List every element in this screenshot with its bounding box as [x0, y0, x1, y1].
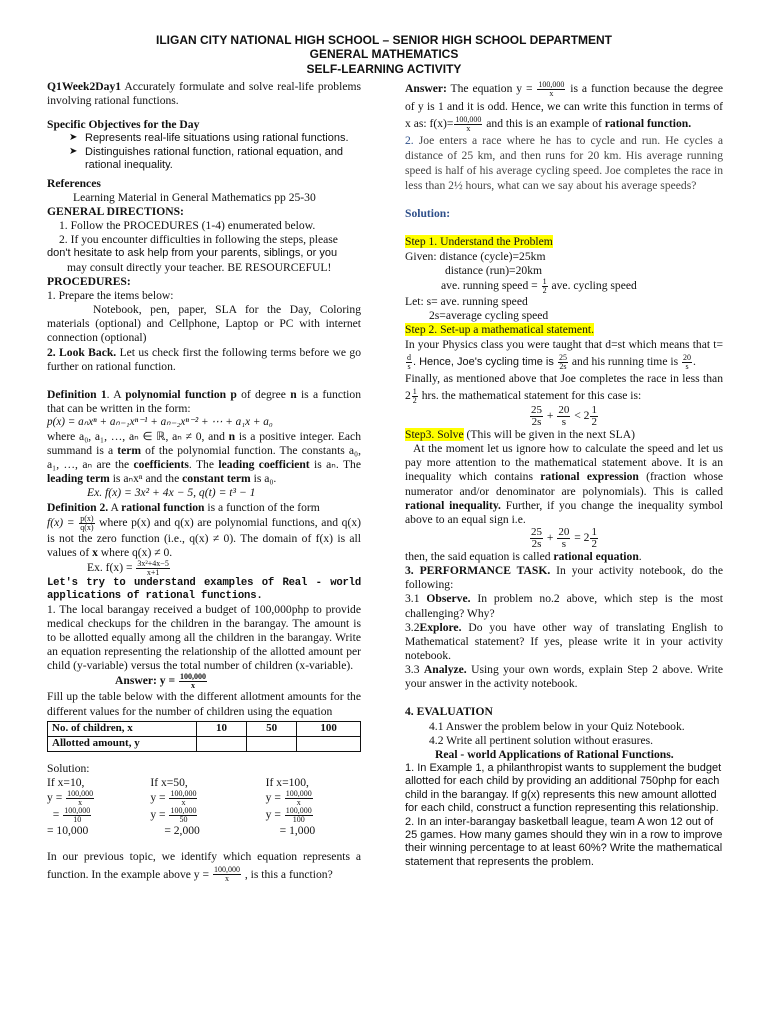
- fraction: $\frac{20}{s}$: [683, 353, 692, 372]
- finally-paragraph: Finally, as mentioned above that Joe completes the race in less than 2 $\frac{1}{2}$ hrs. the mathematical statement for this case is:: [405, 372, 723, 405]
- step-1: Step 1. Understand the Problem: [405, 235, 553, 249]
- references-title: References: [47, 176, 101, 190]
- objective-item: ➤ Represents real-life situations using rational functions.: [85, 132, 361, 145]
- table-cell: 50: [247, 721, 297, 736]
- fraction: $\frac{20}{s}$: [558, 404, 570, 428]
- table-cell: 100: [297, 721, 361, 736]
- fraction: $\frac{20}{s}$: [558, 525, 570, 550]
- try-title: Let's try to understand examples of Real - world applications of rational functions.: [47, 576, 361, 602]
- then-line: then, the said equation is called rational equation.: [405, 549, 642, 563]
- general-directions-title: GENERAL DIRECTIONS:: [47, 204, 184, 218]
- step-3: Step3. Solve (This will be given in the next SLA): [405, 428, 635, 441]
- solution-case: If x=100, y = $\frac{100,000}{x}$ y = $\frac{100,000}{100}$ = 1,000: [265, 775, 316, 838]
- fill-instructions: Fill up the table below with the different allotment amounts for the different values for the number of children using the equation: [47, 690, 361, 718]
- table-row: [48, 721, 361, 736]
- solution-columns: [47, 776, 361, 838]
- evaluation-subtitle: Real - world Applications of Rational Functions.: [435, 747, 674, 761]
- procedures-title: PROCEDURES:: [47, 274, 131, 288]
- fraction: $\frac{100,000}{x}$: [170, 789, 197, 808]
- activity-title: SELF-LEARNING ACTIVITY: [306, 61, 462, 76]
- step-2: Step 2. Set-up a mathematical statement.: [405, 323, 594, 337]
- table-cell: Allotted amount, y: [48, 736, 197, 751]
- let-2: 2s=average cycling speed: [429, 309, 549, 323]
- rational-equation: $\frac{25}{2s}$ + $\frac{20}{s}$ = 2 $\frac{1}{2}$: [531, 525, 597, 550]
- task-analyze: 3.3 Analyze. Using your own words, explain Step 2 above. Write your answer in the activity notebook.: [405, 663, 724, 691]
- table-cell: 10: [197, 721, 247, 736]
- given-1: Given: distance (cycle)=25km: [405, 249, 546, 263]
- allotment-table: [47, 721, 361, 752]
- solution-case: If x=10, y = $\frac{100,000}{x}$ = $\frac{100,000}{10}$ = 10,000: [47, 775, 94, 838]
- fraction: $\frac{25}{2s}$: [531, 404, 542, 428]
- task-explore: 3.2Explore. Do you have other way of translating English to Mathematical statement? If yes, please write it in your activity notebook.: [405, 620, 723, 662]
- objective-item: ➤ Distinguishes rational function, rational equation, and rational inequality.: [85, 146, 361, 173]
- general-direction-2b: don't hesitate to ask help from your parents, siblings, or you: [47, 247, 338, 260]
- given-3: ave. running speed = $\frac{1}{2}$ ave. cycling speed: [441, 276, 637, 295]
- table-cell: [297, 736, 361, 751]
- table-cell: [247, 736, 297, 751]
- objectives-list: [47, 132, 361, 172]
- fraction: $\frac{\text{3x²+4x−5}}{x+1}$: [137, 558, 169, 577]
- fraction: $\frac{1}{2}$: [542, 276, 547, 295]
- fraction: $\frac{1}{2}$: [591, 525, 597, 550]
- performance-task: 3. PERFORMANCE TASK. In your activity notebook, do the following:: [405, 564, 723, 592]
- general-direction-2c: may consult directly your teacher. BE RESOURCEFUL!: [67, 260, 332, 274]
- definition-1: Definition 1. A polynomial function p of degree n is a function that can be written in the form:: [47, 387, 361, 416]
- procedure-1-items: Notebook, pen, paper, SLA for the Day, Coloring materials (optional) and Cellphone, Laptop or PC with internet connection (optional): [47, 303, 361, 345]
- previous-topic: In our previous topic, we identify which equation represents a function. In the example above y = $\frac{100,000}{x}$ , is this a function?: [47, 850, 361, 884]
- solution-heading: Solution:: [405, 207, 451, 221]
- solution-label: Solution:: [47, 761, 90, 775]
- quiz-1: 1. In Example 1, a philanthropist wants to supplement the budget allotted for each child by providing an additional 750php for each child in the barangay. If g(x) represents this new amount allotted for each child, construct a function representing this relationship.: [405, 761, 722, 815]
- fraction: $\frac{100,000}{x}$: [67, 789, 94, 808]
- rational-inequality: $\frac{25}{2s}$ + $\frac{20}{s}$ < 2 $\frac{1}{2}$: [531, 404, 597, 428]
- week-code: Q1Week2Day1: [47, 80, 122, 93]
- references-text: Learning Material in General Mathematics pp 25-30: [73, 190, 316, 204]
- table-cell: No. of children, x: [48, 721, 197, 736]
- physics-paragraph: In your Physics class you were taught that d=st which means that t= $\frac{d}{s}$ . Hence, Joe's cycling time is $\frac{25}{2s}$ and his running time is $\frac{20}{s}$ .: [405, 338, 723, 372]
- general-direction-2: 2. If you encounter difficulties in following the steps, please: [59, 233, 338, 247]
- fraction: $\frac{100,000}{10}$: [64, 806, 91, 825]
- procedure-1: 1. Prepare the items below:: [47, 289, 174, 303]
- right-column: [405, 80, 723, 869]
- answer-paragraph: Answer: The equation y = $\frac{100,000}{x}$ is a function because the degree of y is 1 and it is odd. Hence, we can write this function in terms of x as: f(x)= $\frac{100,000}{x}$ and this is an example of rational function.: [405, 79, 723, 134]
- fraction: $\frac{p(x)}{q(x)}$: [80, 513, 94, 532]
- problem-2: 2. Joe enters a race where he has to cycle and run. He cycles a distance of 25 km, and then runs for 20 km. His average running speed is half of his average cycling speed. Joe completes the race in less than 2½ hours, what can we say about his average speeds?: [405, 134, 723, 193]
- given-2: distance (run)=20km: [445, 263, 543, 277]
- fraction: $\frac{100,000}{x}$: [179, 672, 206, 691]
- fraction: $\frac{100,000}{x}$: [285, 789, 312, 808]
- fraction: $\frac{100,000}{50}$: [170, 806, 197, 825]
- fraction: $\frac{1}{2}$: [591, 404, 597, 428]
- school-name: ILIGAN CITY NATIONAL HIGH SCHOOL – SENIOR HIGH SCHOOL DEPARTMENT: [155, 33, 613, 47]
- fraction: $\frac{100,000}{x}$: [455, 115, 482, 134]
- definition-1-details: where a₀, a₁, …, aₙ ∈ ℝ, aₙ ≠ 0, and n is a positive integer. Each summand is a term of the polynomial function. The constants a₀, a₁, …, aₙ are the coefficients. The leading coefficient is aₙ. The leading term is aₙxⁿ and the constant term is a₀.: [47, 429, 361, 486]
- fraction: $\frac{25}{2s}$: [531, 525, 542, 550]
- problem-1: 1. The local barangay received a budget of 100,000php to provide medical checkups for the children in the barangay. The amount is to be allotted equally among all the children in the barangay. Write an equation representing the relationship of the allotted amount per child (y-variable) versus the total number of children (x-variable).: [47, 602, 361, 673]
- quiz-2: 2. In an inter-barangay basketball league, team A won 12 out of 25 games. How many games should they win in a row to improve their winning percentage to at least 60%? Write the mathematical statement that represents the problem.: [405, 815, 723, 868]
- fraction: $\frac{100,000}{x}$: [213, 865, 240, 884]
- evaluation-title: 4. EVALUATION: [405, 705, 493, 719]
- week-intro: Q1Week2Day1 Accurately formulate and solve real-life problems involving rational functions.: [47, 80, 361, 108]
- definition-1-example: Ex. f(x) = 3x² + 4x − 5, q(t) = t³ − 1: [87, 486, 256, 500]
- subject-name: GENERAL MATHEMATICS: [309, 47, 459, 62]
- table-row: [48, 736, 361, 751]
- table-cell: [197, 736, 247, 751]
- procedure-2: 2. Look Back. Let us check first the following terms before we go further on rational function.: [47, 345, 361, 373]
- evaluation-1: 4.1 Answer the problem below in your Quiz Notebook.: [429, 719, 685, 733]
- let-1: Let: s= ave. running speed: [405, 294, 528, 308]
- polynomial-formula: p(x) = aₙxⁿ + aₙ₋₁xⁿ⁻¹ + aₙ₋₂xⁿ⁻² + ⋯ + a₁x + a₀: [47, 416, 273, 429]
- moment-paragraph: At the moment let us ignore how to calculate the speed and let us pay more attention to the mathematical statement above. It is an inequality which contains rational expression (fraction whose numerator and/or denominator are polynomials). This is called rational inequality. Further, if you change the inequality symbol above to an equal sign i.e.: [405, 442, 723, 526]
- definition-2-example: Ex. f(x) = $\frac{\text{3x²+4x−5}}{x+1}$: [87, 558, 169, 577]
- fraction: $\frac{1}{2}$: [412, 387, 417, 405]
- document-header: [0, 0, 768, 76]
- definition-2: Definition 2. A rational function is a function of the form f(x) = $\frac{p(x)}{q(x)}$ where p(x) and q(x) are polynomial functions, and q(x) is not the zero function (i.e., q(x) ≠ 0). The domain of f(x) is all values of x where q(x) ≠ 0.: [47, 500, 361, 559]
- solution-case: If x=50, y = $\frac{100,000}{x}$ y = $\frac{100,000}{50}$ = 2,000: [150, 775, 200, 838]
- fraction: $\frac{100,000}{x}$: [538, 79, 565, 98]
- task-observe: 3.1 Observe. In problem no.2 above, which step is the most challenging? Why?: [405, 592, 723, 620]
- fraction: $\frac{100,000}{100}$: [285, 806, 312, 825]
- fraction: $\frac{25}{2s}$: [558, 353, 567, 372]
- left-column: [47, 80, 361, 883]
- general-direction-1: 1. Follow the PROCEDURES (1-4) enumerated below.: [59, 219, 316, 233]
- evaluation-2: 4.2 Write all pertinent solution without erasures.: [429, 733, 654, 747]
- objectives-title: Specific Objectives for the Day: [47, 118, 200, 132]
- problem-1-answer: Answer: y = $\frac{100,000}{x}$: [115, 672, 206, 691]
- fraction: $\frac{d}{s}$: [407, 353, 411, 372]
